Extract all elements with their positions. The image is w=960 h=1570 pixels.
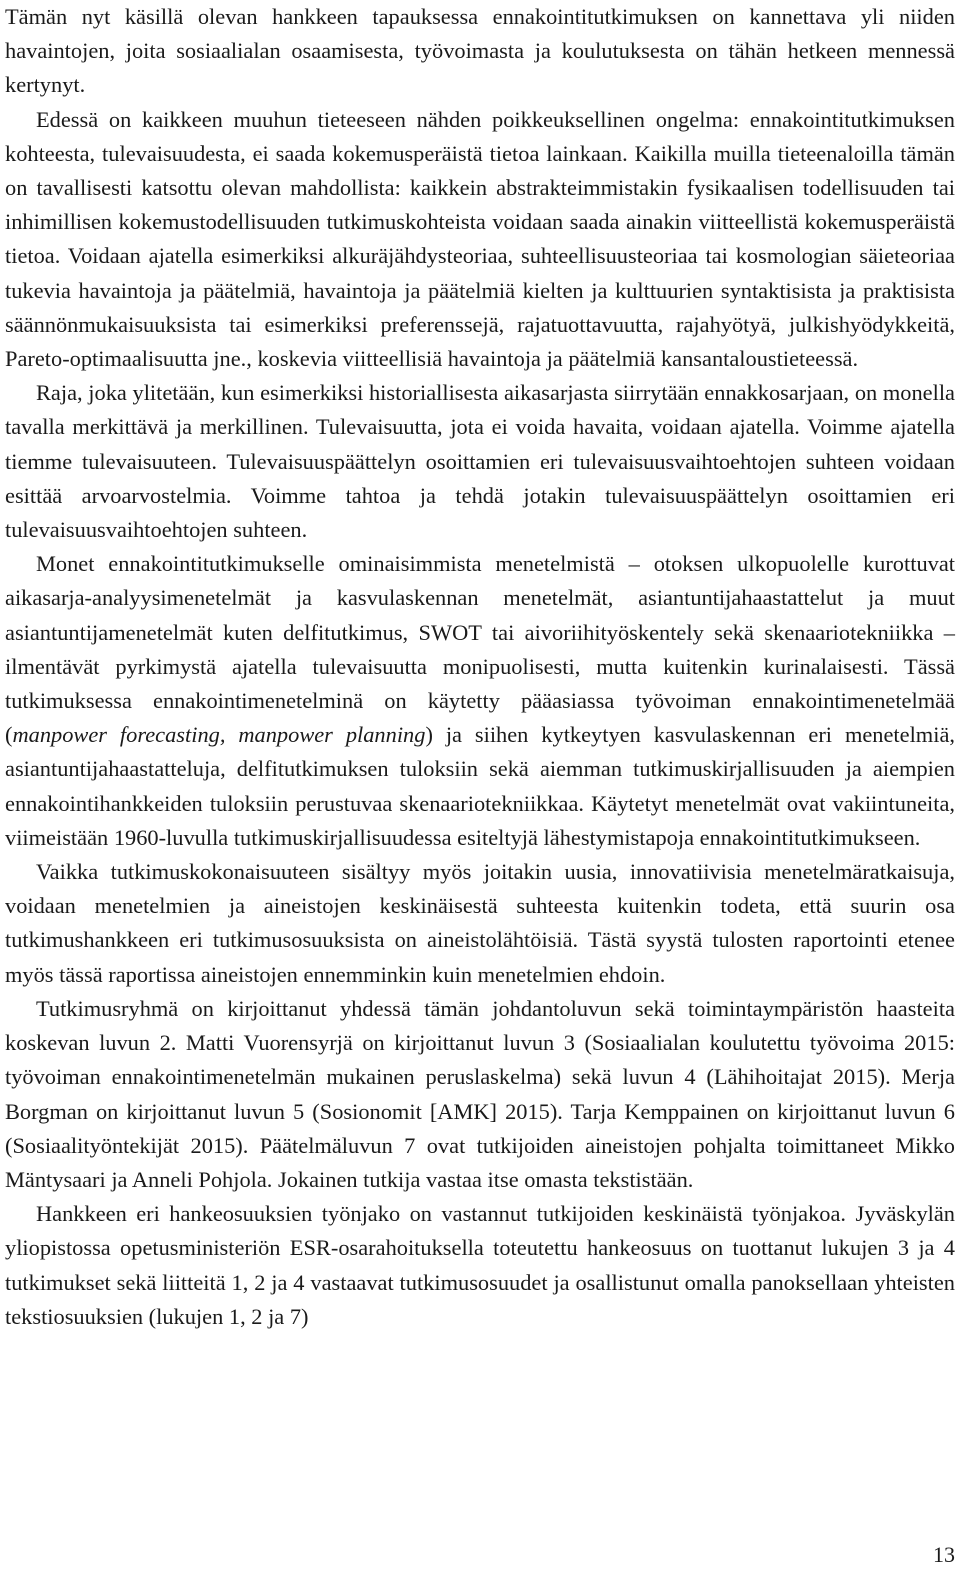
paragraph-5: Vaikka tutkimuskokonaisuuteen sisältyy myös joitakin uusia, innovatiivisia menetelmäratkaisuja, voidaan menetelmien ja aineistojen keskinäisestä suhteesta kuitenkin todeta, että suurin osa tutkimushankkeen eri tutkimusosuuksista on aineistolähtöisiä. Tästä syystä tulosten raportointi etenee myös tässä raportissa aineistojen ennemminkin kuin menetelmien ehdoin.: [5, 859, 955, 987]
page-number: 13: [933, 1542, 955, 1567]
paragraph-3: Raja, joka ylitetään, kun esimerkiksi historiallisesta aikasarjasta siirrytään ennakkosarjaan, on monella tavalla merkittävä ja merkillinen. Tulevaisuutta, jota ei voida havaita, voidaan ajatella. Voimme ajatella tiemme tulevaisuuteen. Tulevaisuuspäättelyn osoittamien eri tulevaisuusvaihtoehtojen suhteen voidaan esittää arvoarvostelmia. Voimme tahtoa ja tehdä jotakin tulevaisuuspäättelyn osoittamien eri tulevaisuusvaihtoehtojen suhteen.: [5, 380, 955, 543]
paragraph-4: [5, 547, 955, 855]
paragraph-4-part-1: Monet ennakointitutkimukselle ominaisimmista menetelmistä – otoksen ulkopuolelle kurottuvat aikasarja-analyysimenetelmät ja kasvulaskennan menetelmät, asiantuntijahaastattelut ja muut asiantuntijamenetelmät kuten delfitutkimus, SWOT tai aivoriihityöskentely sekä skenaariotekniikka – ilmentävät pyrkimystä ajatella tulevaisuutta monipuolisesti, mutta kuitenkin kurinalaisesti. Tässä tutkimuksessa ennakointimenetelminä on käytetty pääasiassa työvoiman ennakointimenetelmää (: [5, 551, 955, 748]
paragraph-4-italic-terms: manpower forecasting, manpower planning: [12, 722, 426, 748]
paragraph-1: Tämän nyt käsillä olevan hankkeen tapauksessa ennakointitutkimuksen on kannettava yli niiden havaintojen, joita sosiaalialan osaamisesta, työvoimasta ja koulutuksesta on tähän hetkeen mennessä kertynyt.: [5, 4, 955, 98]
paragraph-6: Tutkimusryhmä on kirjoittanut yhdessä tämän johdantoluvun sekä toimintaympäristön haasteita koskevan luvun 2. Matti Vuorensyrjä on kirjoittanut luvun 3 (Sosiaalialan koulutettu työvoima 2015: työvoiman ennakointimenetelmän mukainen peruslaskelma) sekä luvun 4 (Lähihoitajat 2015). Merja Borgman on kirjoittanut luvun 5 (Sosionomit [AMK] 2015). Tarja Kemppainen on kirjoittanut luvun 6 (Sosiaalityöntekijät 2015). Päätelmäluvun 7 ovat tutkijoiden aineistojen pohjalta toimittaneet Mikko Mäntysaari ja Anneli Pohjola. Jokainen tutkija vastaa itse omasta tekstistään.: [5, 995, 955, 1192]
paragraph-4-part-2: ) ja siihen kytkeytyen kasvulaskennan eri menetelmiä, asiantuntijahaastatteluja, delfitutkimuksen tuloksiin sekä aiemman tutkimuskirjallisuuden ja aiempien ennakointihankkeiden tuloksiin perustuvaa skenaariotekniikkaa. Käytetyt menetelmät ovat vakiintuneita, viimeistään 1960-luvulla tutkimuskirjallisuudessa esiteltyjä lähestymistapoja ennakointitutkimukseen.: [5, 722, 955, 850]
document-body: [5, 0, 955, 1334]
paragraph-2: Edessä on kaikkeen muuhun tieteeseen nähden poikkeuksellinen ongelma: ennakointitutkimuksen kohteesta, tulevaisuudesta, ei saada kokemusperäistä tietoa lainkaan. Kaikilla muilla tieteenaloilla tämän on tavallisesti katsottu olevan mahdollista: kaikkein abstrakteimmistakin fysikaalisen todellisuuden tai inhimillisen kokemustodellisuuden tutkimuskohteista voidaan saada ainakin viitteellistä kokemusperäistä tietoa. Voidaan ajatella esimerkiksi alkuräjähdysteoriaa, suhteellisuusteoriaa tai kosmologian säieteoriaa tukevia havaintoja ja päätelmiä, havaintoja ja päätelmiä kielten ja kulttuurien syntaktisista ja praktisista säännönmukaisuuksista tai esimerkiksi preferenssejä, rajatuottavuutta, rajahyötyä, julkishyödykkeitä, Pareto-optimaalisuutta jne., koskevia viitteellisiä havaintoja ja päätelmiä kansantaloustieteessä.: [5, 106, 955, 372]
paragraph-7: Hankkeen eri hankeosuuksien työnjako on vastannut tutkijoiden keskinäistä työnjakoa. Jyväskylän yliopistossa opetusministeriön ESR-osarahoituksella toteutettu hankeosuus on tuottanut lukujen 3 ja 4 tutkimukset sekä liitteitä 1, 2 ja 4 vastaavat tutkimusosuudet ja osallistunut omalla panoksellaan yhteisten tekstiosuuksien (lukujen 1, 2 ja 7): [5, 1201, 955, 1329]
